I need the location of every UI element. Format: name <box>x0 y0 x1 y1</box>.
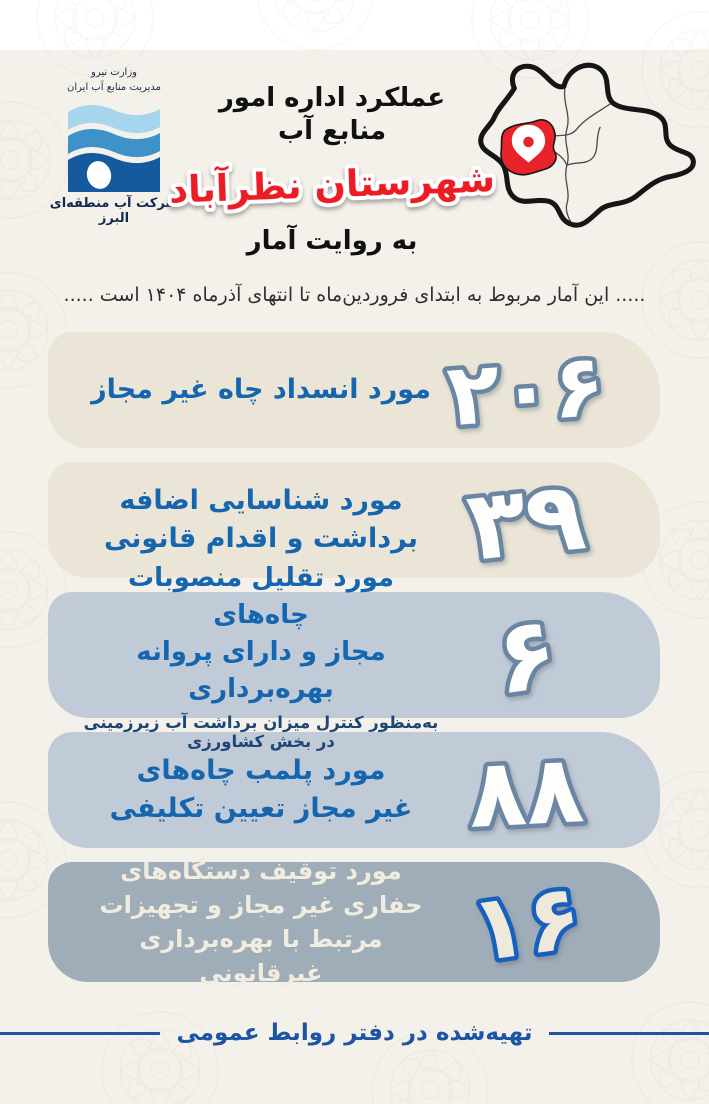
province-map <box>443 56 707 238</box>
footer-rule-right <box>549 1032 709 1035</box>
stat-label <box>74 482 442 558</box>
title-line-1: عملکرد اداره امور منابع آب <box>218 83 446 146</box>
ministry-logo-block <box>44 66 184 226</box>
stat-number-badge <box>442 332 610 448</box>
stat-label-line: مرتبط با بهره‌برداری غیرقانونی <box>139 925 383 987</box>
stat-card-well-equipment-reduction <box>48 562 660 751</box>
footer-rule-left <box>0 1032 160 1035</box>
stat-sublabel: به‌منظور کنترل میزان برداشت آب زیرزمینی در بخش کشاورزی <box>83 712 439 751</box>
ministry-name <box>44 66 184 95</box>
stat-label-line: مورد پلمب چاه‌های <box>136 755 386 786</box>
stat-label <box>74 371 442 409</box>
period-note: ..... این آمار مربوط به ابتدای فروردین‌ماه تا انتهای آذرماه ۱۴۰۴ است ..... <box>63 284 646 306</box>
ministry-line1: وزارت نیرو <box>90 67 137 78</box>
stat-value: ۲۰۶ <box>444 335 609 447</box>
stats-list <box>48 332 660 996</box>
stat-label-line: غیر مجاز تعیین تکلیفی <box>109 793 413 824</box>
footer-credit: تهیه‌شده در دفتر روابط عمومی <box>176 1020 533 1046</box>
stat-value: ۱۶ <box>464 863 588 984</box>
county-title-text: شهرستان نظرآباد <box>168 157 496 212</box>
ministry-line2: مدیریت منابع آب ایران <box>67 81 161 93</box>
stat-value: ۳۹ <box>461 459 591 583</box>
stat-value: ۶ <box>487 593 565 718</box>
stat-label-line: مورد شناسایی اضافه <box>119 485 403 516</box>
stat-card-sealed-wells <box>48 332 660 448</box>
stat-label-line: حفاری غیر مجاز و تجهیزات <box>99 891 423 919</box>
stat-label-line: مورد تقلیل منصوبات چاه‌های <box>127 562 394 630</box>
county-border-line <box>565 87 571 222</box>
stat-label-line: مجاز و دارای پروانه بهره‌برداری <box>136 636 386 704</box>
stat-number-badge <box>442 862 610 982</box>
stat-label-line: مورد توقیف دستگاه‌های <box>120 857 402 885</box>
stat-card-confiscated-drilling-rigs <box>48 857 660 987</box>
stat-label <box>74 560 442 751</box>
stat-label-line: مورد انسداد چاه غیر مجاز <box>91 374 431 405</box>
stat-label-line: برداشت و اقدام قانونی <box>103 523 419 554</box>
top-white-band <box>0 0 709 50</box>
stat-number-badge <box>442 592 610 718</box>
company-name: شرکت آب منطقه‌ای البرز <box>49 196 179 226</box>
stat-number-badge <box>442 459 610 583</box>
footer <box>0 1014 709 1052</box>
header <box>0 50 709 260</box>
alborz-province-map-icon <box>443 56 707 238</box>
water-waves-logo-icon <box>68 100 160 192</box>
county-title-highlight <box>168 150 496 217</box>
title-block <box>168 82 496 258</box>
stat-label <box>74 752 442 828</box>
stat-value: ۸۸ <box>465 735 587 850</box>
county-border-line <box>556 103 613 136</box>
stat-label <box>74 854 442 990</box>
title-line-3: به روایت آمار <box>246 226 418 256</box>
stat-number-badge <box>442 732 610 848</box>
